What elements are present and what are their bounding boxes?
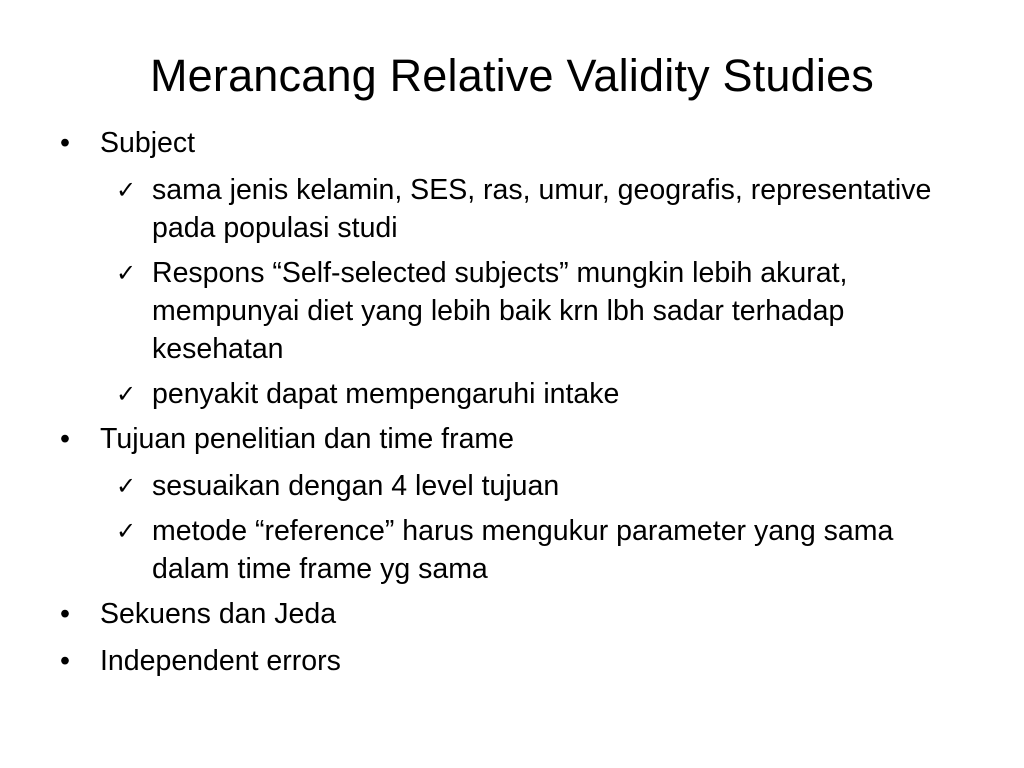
bullet-text: Sekuens dan Jeda <box>100 598 337 630</box>
slide-title: Merancang Relative Validity Studies <box>149 50 875 101</box>
subitem <box>58 512 958 588</box>
checkmark-icon: ✓ <box>116 472 137 500</box>
bullet-item-subject <box>58 124 958 162</box>
bullet-icon: • <box>60 598 70 630</box>
slide-body <box>58 124 958 689</box>
checkmark-icon: ✓ <box>116 176 137 204</box>
subitem <box>58 254 958 368</box>
bullet-text: Independent errors <box>100 645 341 677</box>
subitem <box>58 171 958 247</box>
subitem-text: Respons “Self-selected subjects” mungkin lebih akurat, mempunyai diet yang lebih baik krn lbh sadar terhadap kesehatan <box>152 257 848 365</box>
bullet-item-sekuens <box>58 595 958 633</box>
bullet-icon: • <box>60 645 70 677</box>
checkmark-icon: ✓ <box>116 380 137 408</box>
checkmark-icon: ✓ <box>116 517 137 545</box>
subitem-text: sama jenis kelamin, SES, ras, umur, geografis, representative pada populasi studi <box>152 174 932 244</box>
checkmark-icon: ✓ <box>116 259 137 287</box>
subitem <box>58 467 958 505</box>
bullet-text: Tujuan penelitian dan time frame <box>100 423 515 455</box>
bullet-item-tujuan <box>58 420 958 458</box>
bullet-item-independent-errors <box>58 642 958 680</box>
subitem-text: metode “reference” harus mengukur parameter yang sama dalam time frame yg sama <box>152 515 894 585</box>
subitem <box>58 375 958 413</box>
bullet-icon: • <box>60 423 70 455</box>
subitem-text: penyakit dapat mempengaruhi intake <box>152 378 620 410</box>
bullet-text: Subject <box>100 127 196 159</box>
subitem-text: sesuaikan dengan 4 level tujuan <box>152 470 560 502</box>
bullet-icon: • <box>60 127 70 159</box>
